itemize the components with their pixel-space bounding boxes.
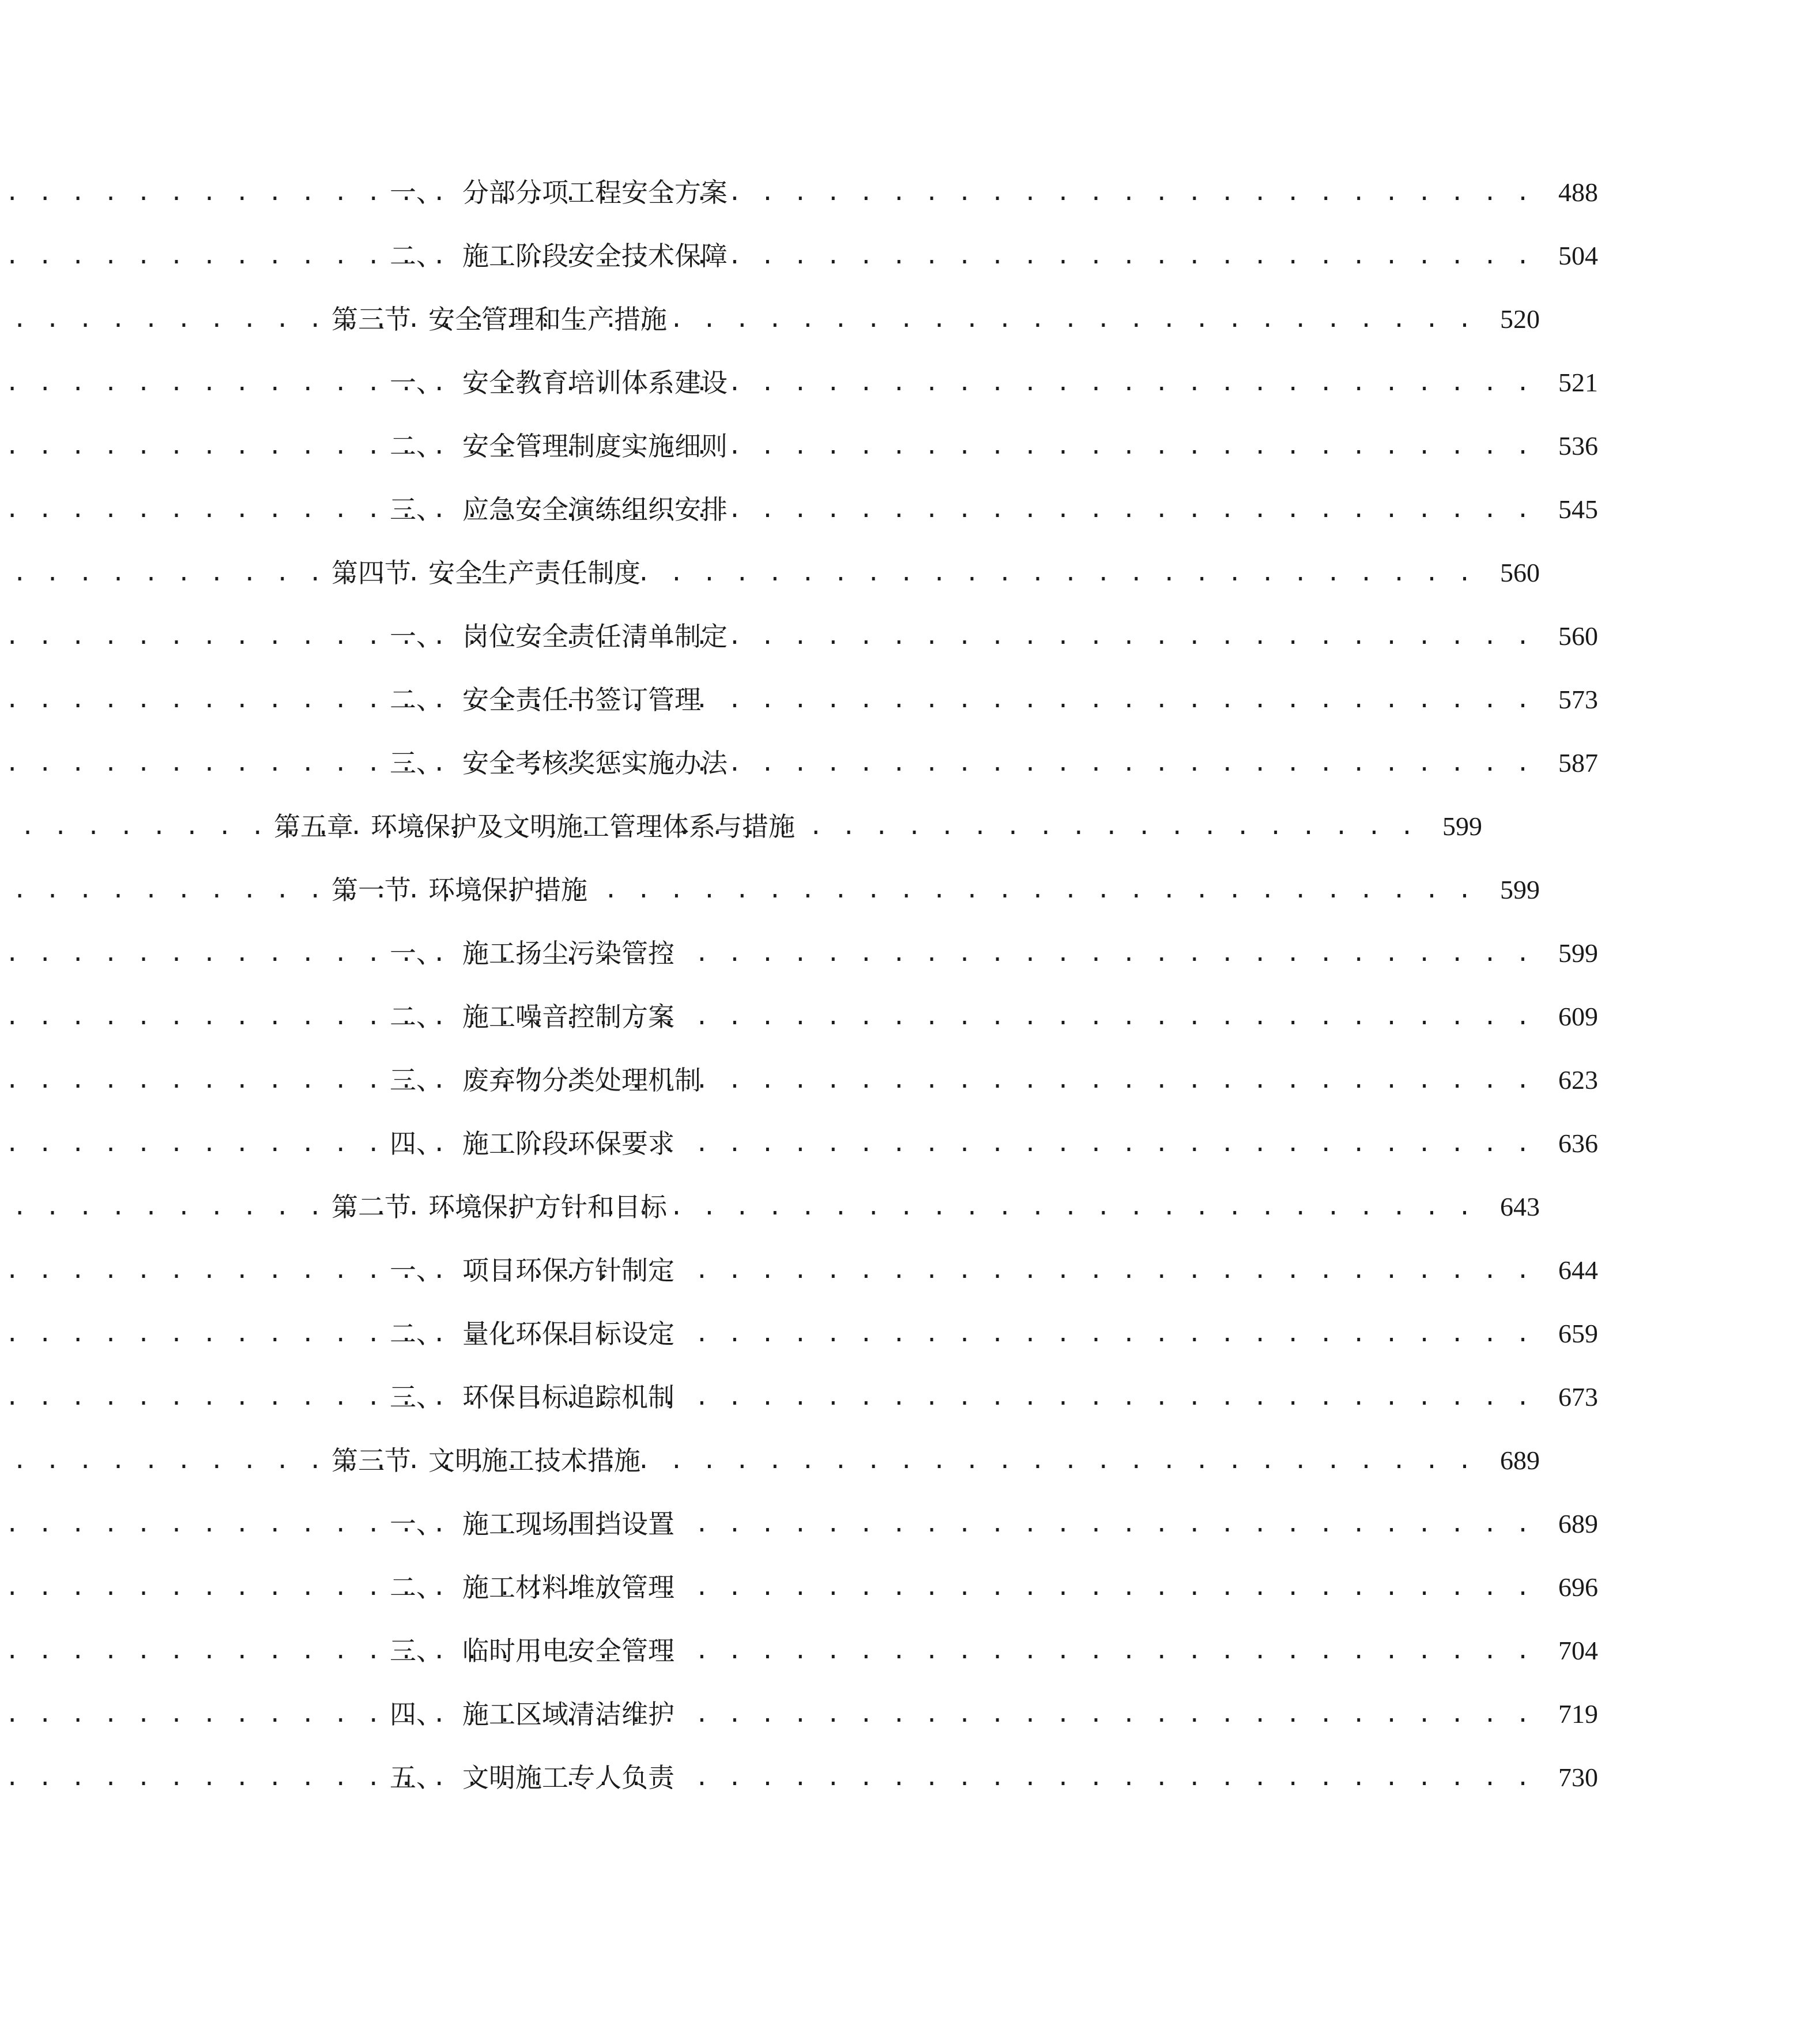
toc-entry[interactable]: [0, 867, 1762, 913]
toc-entry-number: 第一节: [331, 874, 411, 906]
toc-entry[interactable]: [0, 677, 1820, 723]
toc-entry-number: 第二节: [331, 1191, 411, 1223]
toc-entry-number: 四、: [390, 1699, 443, 1730]
dot-leader: [680, 1691, 1532, 1737]
toc-entry[interactable]: [0, 233, 1820, 279]
toc-entry[interactable]: [0, 486, 1820, 533]
dot-leader: [680, 930, 1532, 976]
toc-entry-page: 609: [1558, 1002, 1598, 1031]
toc-entry[interactable]: [0, 930, 1820, 976]
toc-entry[interactable]: [0, 1184, 1762, 1230]
toc-entry-title: 应急安全演练组织安排: [462, 494, 728, 525]
dot-leader: [680, 1501, 1532, 1547]
dot-leader: [680, 994, 1532, 1040]
toc-entry-title: 量化环保目标设定: [462, 1318, 675, 1349]
dot-leader: [646, 1438, 1474, 1484]
toc-entry[interactable]: [0, 613, 1820, 659]
toc-entry[interactable]: [0, 1755, 1820, 1801]
toc-entry-number: 二、: [390, 240, 443, 271]
toc-entry-page: 536: [1558, 431, 1598, 461]
dot-leader: [680, 1628, 1532, 1674]
toc-entry-number: 三、: [390, 1382, 443, 1413]
toc-entry-title: 安全管理和生产措施: [428, 304, 667, 335]
toc-entry-number: 三、: [390, 748, 443, 779]
toc-entry-number: 三、: [390, 1635, 443, 1666]
toc-entry-page: 730: [1558, 1763, 1598, 1792]
dot-leader: [733, 613, 1532, 659]
toc-entry-page: 719: [1558, 1699, 1598, 1729]
dot-leader: [680, 1564, 1532, 1610]
toc-entry-number: 第四节: [331, 557, 411, 589]
toc-entry-page: 560: [1500, 558, 1540, 587]
dot-leader: [733, 360, 1532, 406]
toc-entry-page: 545: [1558, 495, 1598, 524]
toc-entry-page: 659: [1558, 1319, 1598, 1348]
toc-entry-number: 一、: [390, 177, 443, 208]
toc-entry-title: 施工阶段环保要求: [462, 1128, 675, 1159]
toc-entry-page: 599: [1558, 938, 1598, 968]
toc-entry-page: 704: [1558, 1636, 1598, 1665]
dot-leader: [680, 1755, 1532, 1801]
dot-leader: [680, 1311, 1532, 1357]
toc-entry-number: 三、: [390, 494, 443, 525]
toc-entry[interactable]: [0, 296, 1762, 342]
toc-entry-title: 项目环保方针制定: [462, 1255, 675, 1286]
toc-entry-title: 环境保护措施: [428, 874, 587, 906]
toc-entry-page: 689: [1500, 1446, 1540, 1475]
toc-entry-title: 施工现场围挡设置: [462, 1508, 675, 1540]
toc-entry[interactable]: [0, 1121, 1820, 1167]
dot-leader: [733, 169, 1532, 216]
toc-entry-title: 安全考核奖惩实施办法: [462, 748, 728, 779]
toc-entry[interactable]: [0, 1057, 1820, 1103]
toc-entry[interactable]: [0, 169, 1820, 216]
toc-entry-number: 二、: [390, 684, 443, 715]
toc-entry-title: 环保目标追踪机制: [462, 1382, 675, 1413]
toc-entry-page: 521: [1558, 368, 1598, 397]
toc-entry-page: 520: [1500, 304, 1540, 334]
toc-entry-page: 573: [1558, 685, 1598, 714]
toc-entry-number: 一、: [390, 621, 443, 652]
toc-entry-title: 废弃物分类处理机制: [462, 1065, 701, 1096]
toc-entry[interactable]: [0, 1311, 1820, 1357]
dot-leader: [801, 803, 1416, 850]
toc-entry-page: 587: [1558, 748, 1598, 778]
toc-entry-title: 施工材料堆放管理: [462, 1572, 675, 1603]
toc-entry[interactable]: [0, 1691, 1820, 1737]
dot-leader: [733, 486, 1532, 533]
toc-entry[interactable]: [0, 803, 1704, 850]
toc-entry[interactable]: [0, 1628, 1820, 1674]
toc-entry[interactable]: [0, 1501, 1820, 1547]
toc-entry-number: 一、: [390, 1508, 443, 1540]
toc-entry-title: 岗位安全责任清单制定: [462, 621, 728, 652]
toc-entry-page: 643: [1500, 1192, 1540, 1221]
dot-leader: [680, 1121, 1532, 1167]
toc-entry-number: 二、: [390, 1318, 443, 1349]
toc-entry-page: 488: [1558, 178, 1598, 207]
toc-entry[interactable]: [0, 550, 1762, 596]
toc-entry-number: 第三节: [331, 1445, 411, 1476]
toc-entry-page: 673: [1558, 1382, 1598, 1412]
dot-leader: [593, 867, 1474, 913]
toc-entry-title: 安全责任书签订管理: [462, 684, 701, 715]
toc-entry-title: 安全管理制度实施细则: [462, 431, 728, 462]
toc-entry-number: 一、: [390, 938, 443, 969]
toc-entry-title: 临时用电安全管理: [462, 1635, 675, 1666]
toc-entry-title: 施工阶段安全技术保障: [462, 240, 728, 271]
toc-entry[interactable]: [0, 1438, 1762, 1484]
dot-leader: [733, 423, 1532, 469]
toc-entry[interactable]: [0, 423, 1820, 469]
toc-entry-title: 安全生产责任制度: [428, 557, 640, 589]
dot-leader: [733, 740, 1532, 786]
toc-entry-page: 560: [1558, 621, 1598, 651]
toc-entry-title: 分部分项工程安全方案: [462, 177, 728, 208]
toc-entry-title: 施工扬尘污染管控: [462, 938, 675, 969]
toc-entry-page: 636: [1558, 1129, 1598, 1158]
toc-entry[interactable]: [0, 1247, 1820, 1293]
toc-entry-number: 五、: [390, 1762, 443, 1793]
toc-entry[interactable]: [0, 360, 1820, 406]
toc-entry-number: 第三节: [331, 304, 411, 335]
toc-entry-page: 599: [1442, 812, 1482, 841]
toc-entry-title: 文明施工技术措施: [428, 1445, 640, 1476]
toc-entry[interactable]: [0, 994, 1820, 1040]
dot-leader: [733, 233, 1532, 279]
toc-entry-title: 环境保护及文明施工管理体系与措施: [371, 811, 795, 842]
dot-leader: [707, 677, 1532, 723]
toc-entry-number: 第五章: [274, 811, 353, 842]
dot-leader: [707, 1057, 1532, 1103]
toc-entry-title: 环境保护方针和目标: [428, 1191, 667, 1223]
toc-entry[interactable]: [0, 1374, 1820, 1420]
toc-entry[interactable]: [0, 1564, 1820, 1610]
toc-entry-title: 施工噪音控制方案: [462, 1001, 675, 1032]
dot-leader: [673, 1184, 1474, 1230]
dot-leader: [646, 550, 1474, 596]
toc-entry-title: 安全教育培训体系建设: [462, 367, 728, 398]
toc-entry-page: 504: [1558, 241, 1598, 270]
toc-entry-number: 一、: [390, 1255, 443, 1286]
toc-entry-number: 二、: [390, 1001, 443, 1032]
toc-entry-number: 三、: [390, 1065, 443, 1096]
toc-entry-page: 623: [1558, 1065, 1598, 1095]
toc-entry-page: 696: [1558, 1572, 1598, 1602]
toc-entry-number: 二、: [390, 431, 443, 462]
toc-entry-number: 四、: [390, 1128, 443, 1159]
dot-leader: [673, 296, 1474, 342]
dot-leader: [680, 1247, 1532, 1293]
dot-leader: [680, 1374, 1532, 1420]
toc-entry-page: 689: [1558, 1509, 1598, 1538]
toc-entry-number: 一、: [390, 367, 443, 398]
toc-entry-title: 文明施工专人负责: [462, 1762, 675, 1793]
toc-entry[interactable]: [0, 740, 1820, 786]
toc-entry-page: 599: [1500, 875, 1540, 904]
toc-entry-title: 施工区域清洁维护: [462, 1699, 675, 1730]
toc-entry-number: 二、: [390, 1572, 443, 1603]
toc-entry-page: 644: [1558, 1255, 1598, 1285]
